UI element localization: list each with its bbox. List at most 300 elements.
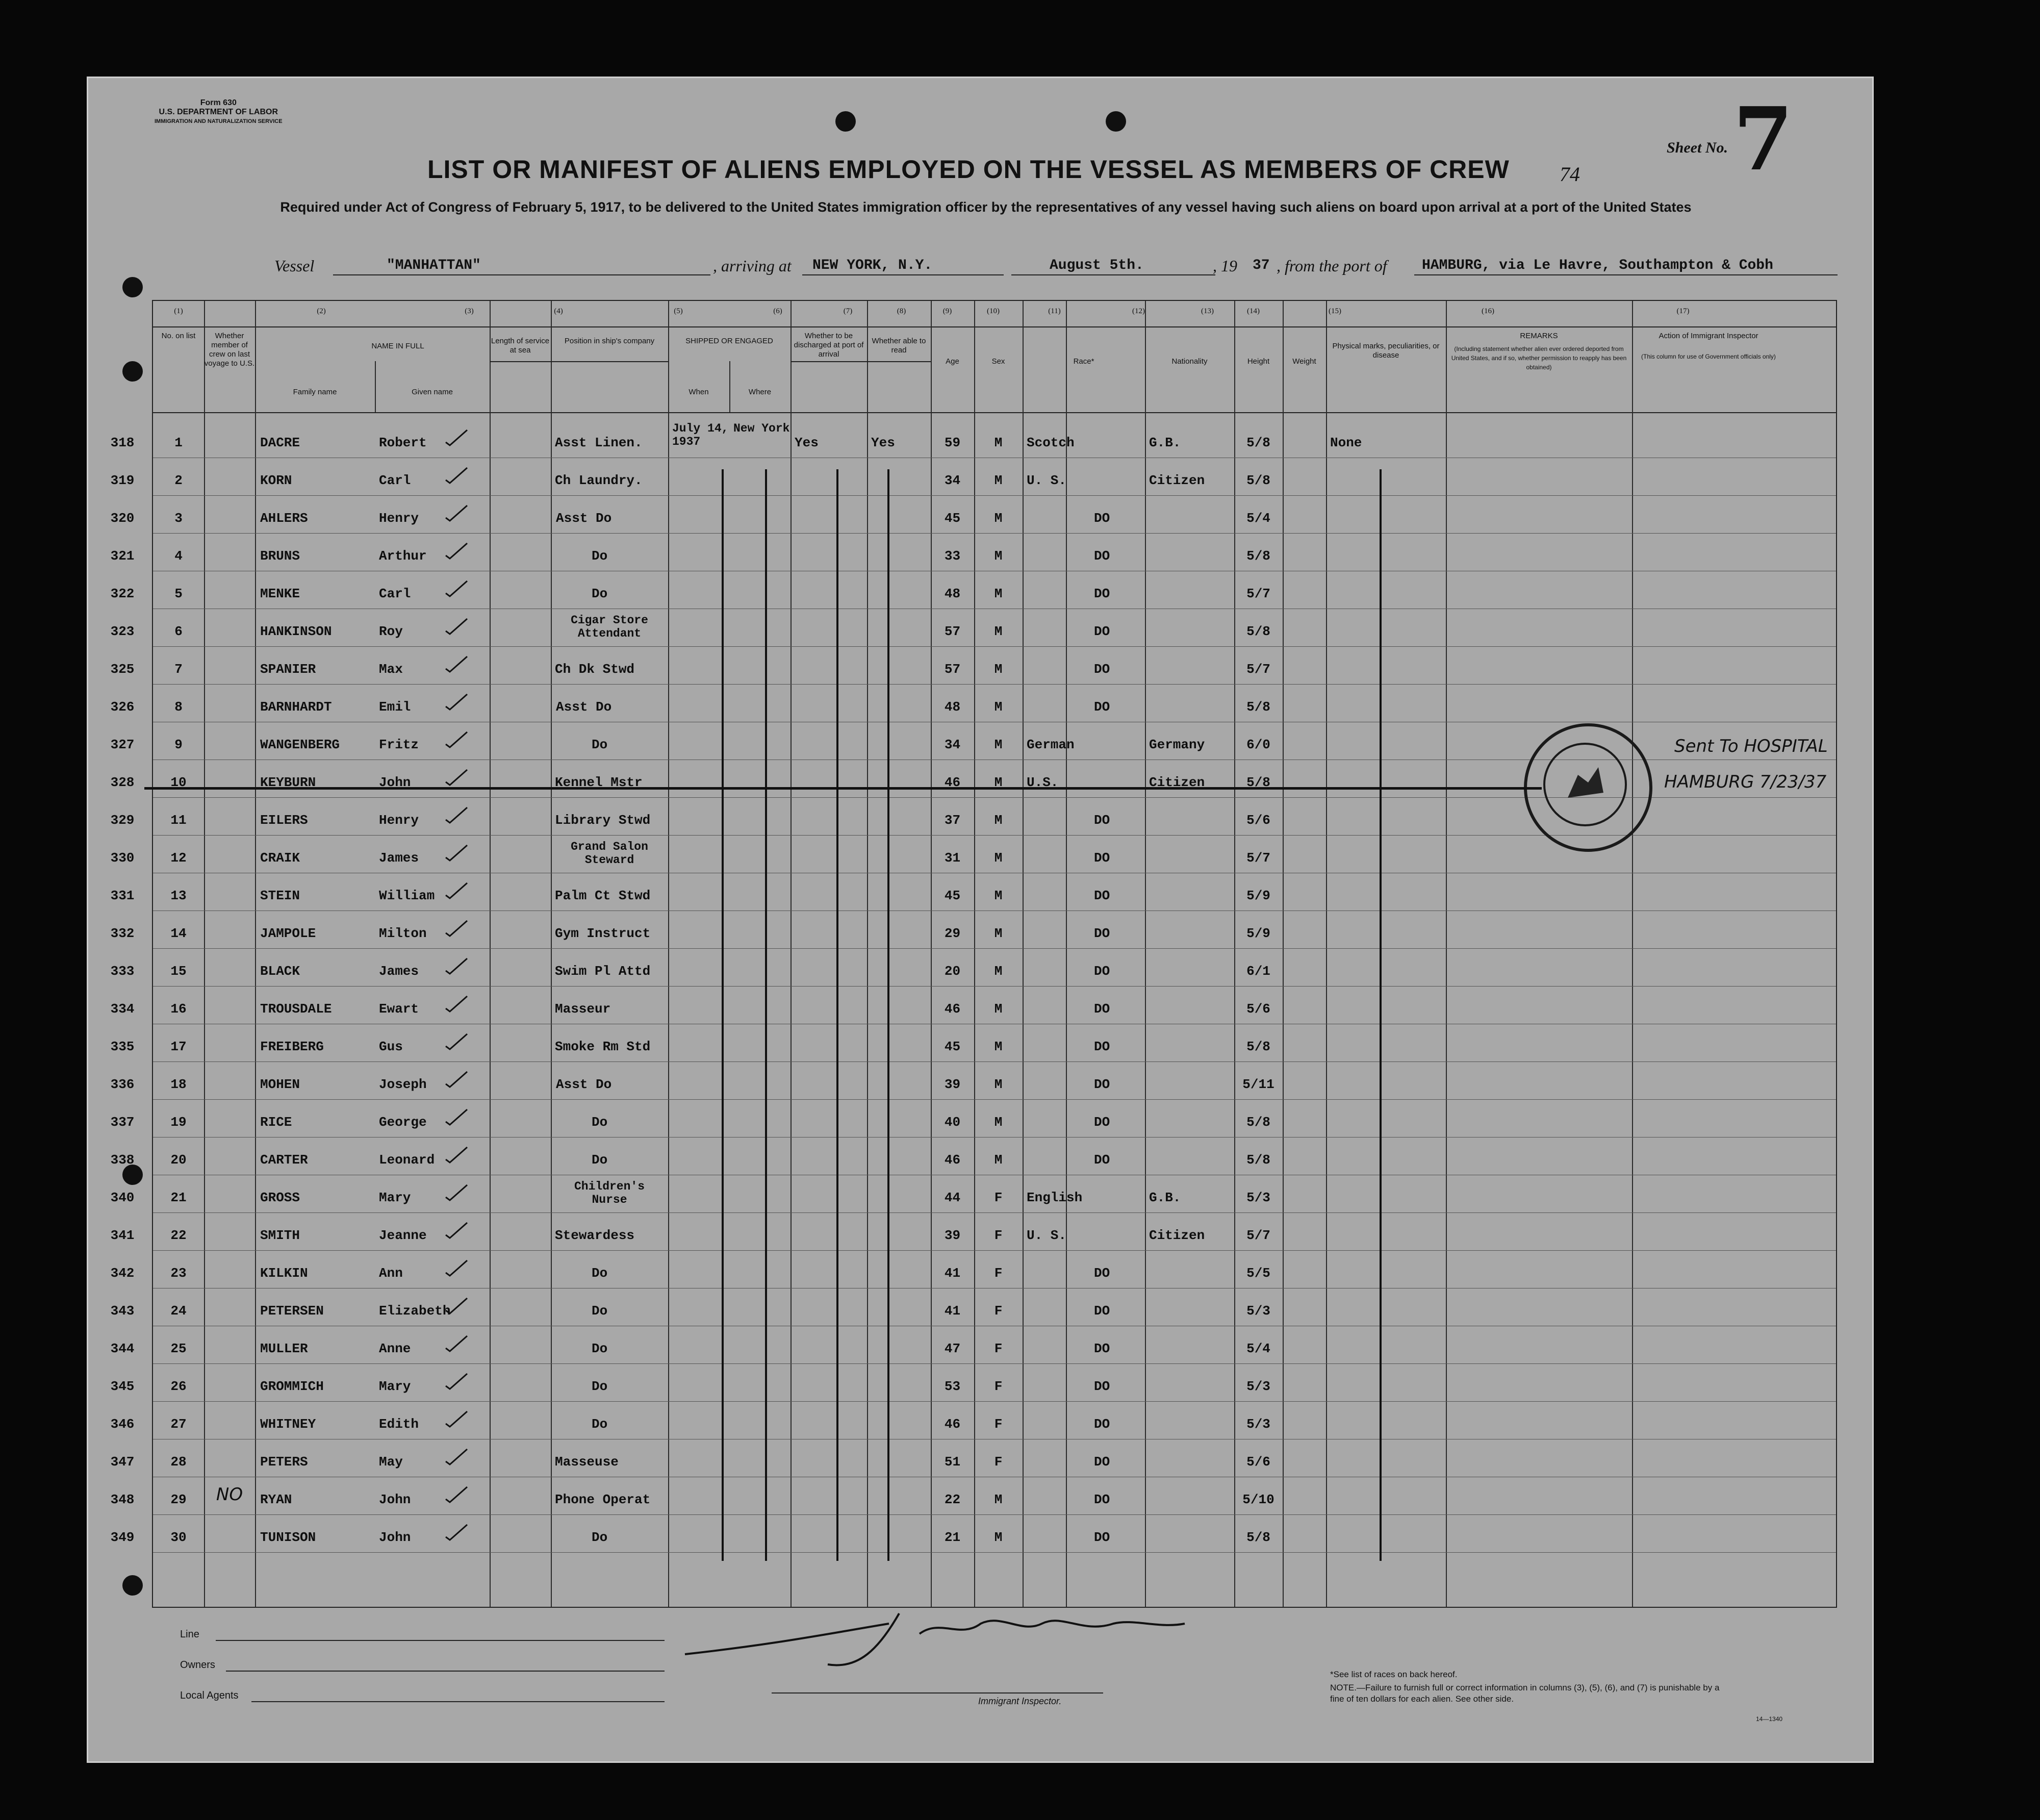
- cell-given: John: [379, 1492, 411, 1507]
- cell-given: John: [379, 1530, 411, 1545]
- checkmark-icon: [444, 844, 469, 862]
- cell-height: 5/11: [1242, 1077, 1274, 1092]
- arriving-label: , arriving at: [713, 257, 792, 275]
- column-number: (10): [987, 307, 1000, 315]
- cell-given: George: [379, 1115, 427, 1130]
- column-rule: [551, 301, 552, 1607]
- cell-race: DO: [1094, 1039, 1110, 1054]
- arrival-date: August 5th.: [1050, 258, 1144, 273]
- cell-margin: 348: [110, 1492, 135, 1507]
- cell-sex: M: [994, 1530, 1003, 1545]
- cell-no: 21: [170, 1190, 187, 1205]
- checkmark-icon: [444, 1410, 469, 1428]
- cell-given: Henry: [379, 813, 419, 828]
- cell-no: 23: [170, 1266, 187, 1281]
- cell-sex: M: [994, 548, 1003, 564]
- cell-sex: M: [994, 511, 1003, 526]
- cell-family: RICE: [260, 1115, 292, 1130]
- row-rule: [153, 1099, 1836, 1100]
- punch-hole: [122, 1165, 143, 1185]
- cell-no: 28: [170, 1454, 187, 1470]
- cell-margin: 329: [110, 813, 135, 828]
- header-name-in-full: NAME IN FULL: [371, 342, 424, 350]
- cell-position: Do: [592, 1417, 608, 1432]
- checkmark-icon: [444, 1184, 469, 1201]
- cell-race: DO: [1094, 1454, 1110, 1470]
- row-rule: [153, 1137, 1836, 1138]
- cell-no: 13: [170, 888, 187, 903]
- cell-no: 11: [170, 813, 187, 828]
- cell-age: 37: [944, 813, 961, 828]
- cell-family: GROMMICH: [260, 1379, 324, 1394]
- cell-position: Cigar Store Attendant: [571, 614, 648, 640]
- column-rule: [867, 301, 868, 1607]
- cell-family: MENKE: [260, 586, 300, 601]
- cell-family: KILKIN: [260, 1266, 308, 1281]
- cell-height: 5/8: [1246, 1152, 1270, 1168]
- cell-margin: 331: [110, 888, 135, 903]
- cell-sex: M: [994, 1115, 1003, 1130]
- cell-sex: F: [994, 1417, 1003, 1432]
- cell-no: 14: [170, 926, 187, 941]
- column-rule: [668, 301, 669, 1607]
- form-service: IMMIGRATION AND NATURALIZATION SERVICE: [155, 118, 283, 124]
- sheet-label: Sheet No.: [1667, 139, 1728, 156]
- column-rule: [1632, 301, 1633, 1607]
- cell-margin: 343: [110, 1303, 135, 1319]
- column-number: (5): [674, 307, 683, 315]
- cell-age: 46: [944, 1001, 961, 1017]
- cell-margin: 328: [110, 775, 135, 790]
- column-number: (13): [1201, 307, 1214, 315]
- cell-no: 1: [174, 435, 183, 450]
- column-number: (14): [1247, 307, 1260, 315]
- cell-given: James: [379, 964, 419, 979]
- column-number: (15): [1329, 307, 1341, 315]
- inspector-label: Immigrant Inspector.: [978, 1696, 1062, 1706]
- cell-race: DO: [1094, 662, 1110, 677]
- cell-height: 5/7: [1246, 1228, 1270, 1243]
- departure-port: HAMBURG, via Le Havre, Southampton & Cobh: [1422, 258, 1773, 273]
- cell-given: Gus: [379, 1039, 403, 1054]
- cell-race: DO: [1094, 624, 1110, 639]
- checkmark-icon: [444, 1222, 469, 1239]
- cell-race: Scotch: [1027, 435, 1075, 450]
- cell-position: Gym Instruct: [555, 926, 651, 941]
- row-rule: [153, 986, 1836, 987]
- checkmark-icon: [444, 806, 469, 824]
- cell-race: DO: [1094, 888, 1110, 903]
- cell-height: 5/6: [1246, 813, 1270, 828]
- cell-given: Mary: [379, 1379, 411, 1394]
- ditto-line: [887, 469, 889, 1561]
- cell-height: 5/7: [1246, 586, 1270, 601]
- cell-position: Asst Do: [556, 1077, 612, 1092]
- cell-given: Jeanne: [379, 1228, 427, 1243]
- ditto-line: [765, 469, 767, 1561]
- header-remarks: REMARKS: [1520, 332, 1558, 340]
- header-when: When: [688, 388, 709, 396]
- cell-no: 30: [170, 1530, 187, 1545]
- cell-race: U. S.: [1027, 473, 1067, 488]
- header-height: Height: [1247, 357, 1270, 366]
- cell-height: 5/8: [1246, 435, 1270, 450]
- cell-no: 26: [170, 1379, 187, 1394]
- cell-sex: M: [994, 1001, 1003, 1017]
- cell-race: DO: [1094, 1001, 1110, 1017]
- cell-sex: M: [994, 775, 1003, 790]
- cell-no: 22: [170, 1228, 187, 1243]
- cell-age: 51: [944, 1454, 961, 1470]
- cell-age: 53: [944, 1379, 961, 1394]
- cell-margin: 344: [110, 1341, 135, 1356]
- cell-given: Henry: [379, 511, 419, 526]
- cell-given: Elizabeth: [379, 1303, 451, 1319]
- cell-race: DO: [1094, 850, 1110, 866]
- cell-height: 5/3: [1246, 1379, 1270, 1394]
- cell-family: CRAIK: [260, 850, 300, 866]
- cell-age: 39: [944, 1077, 961, 1092]
- column-number: (17): [1676, 307, 1690, 315]
- cell-race: DO: [1094, 1417, 1110, 1432]
- cell-height: 5/3: [1246, 1417, 1270, 1432]
- cell-sex: M: [994, 1077, 1003, 1092]
- column-number: (8): [897, 307, 906, 315]
- cell-no: 17: [170, 1039, 187, 1054]
- cell-given: James: [379, 850, 419, 866]
- cell-given: Max: [379, 662, 403, 677]
- cell-family: HANKINSON: [260, 624, 332, 639]
- header-age: Age: [946, 357, 959, 366]
- row-rule: [153, 948, 1836, 949]
- cell-height: 5/8: [1246, 1530, 1270, 1545]
- checkmark-icon: [444, 504, 469, 522]
- cell-height: 5/8: [1246, 1039, 1270, 1054]
- cell-no: 25: [170, 1341, 187, 1356]
- header-no-on-list: No. on list: [161, 332, 196, 340]
- vessel-label: Vessel: [274, 257, 315, 275]
- cell-age: 45: [944, 1039, 961, 1054]
- cell-margin: 327: [110, 737, 135, 752]
- cell-margin: 335: [110, 1039, 135, 1054]
- cell-no: 29: [170, 1492, 187, 1507]
- column-rule: [490, 301, 491, 1607]
- cell-height: 5/8: [1246, 624, 1270, 639]
- cell-position: Masseuse: [555, 1454, 619, 1470]
- cell-position: Children's Nurse: [574, 1180, 645, 1206]
- row-rule: [153, 1552, 1836, 1553]
- cell-margin: 342: [110, 1266, 135, 1281]
- cell-given: Ewart: [379, 1001, 419, 1017]
- cell-given: Joseph: [379, 1077, 427, 1092]
- cell-family: SPANIER: [260, 662, 316, 677]
- cell-age: 29: [944, 926, 961, 941]
- cell-family: JAMPOLE: [260, 926, 316, 941]
- ditto-line: [836, 469, 838, 1561]
- ditto-line: [1380, 469, 1382, 1561]
- cell-family: MOHEN: [260, 1077, 300, 1092]
- cell-no: 20: [170, 1152, 187, 1168]
- cell-given: May: [379, 1454, 403, 1470]
- cell-position: Stewardess: [555, 1228, 635, 1243]
- cell-age: 39: [944, 1228, 961, 1243]
- column-number: (16): [1482, 307, 1494, 315]
- handwritten-sheet-note: 74: [1560, 163, 1580, 186]
- column-number: (11): [1048, 307, 1061, 315]
- cell-race: English: [1027, 1190, 1083, 1205]
- cell-age: 34: [944, 737, 961, 752]
- checkmark-icon: [444, 731, 469, 748]
- header-remarks-note: (Including statement whether alien ever ordered deported from United States, and if so, whether permission to reapply has been obtained): [1451, 345, 1627, 371]
- cell-margin: 326: [110, 699, 135, 715]
- cell-sex: F: [994, 1454, 1003, 1470]
- checkmark-icon: [444, 580, 469, 597]
- cell-race: DO: [1094, 1303, 1110, 1319]
- cell-margin: 318: [110, 435, 135, 450]
- cell-position: Do: [592, 1530, 608, 1545]
- cell-margin: 319: [110, 473, 135, 488]
- cell-margin: 337: [110, 1115, 135, 1130]
- cell-no: 7: [174, 662, 183, 677]
- cell-read: Yes: [871, 435, 895, 450]
- port-label: , from the port of: [1277, 257, 1387, 275]
- cell-family: GROSS: [260, 1190, 300, 1205]
- cell-age: 46: [944, 1152, 961, 1168]
- cell-margin: 333: [110, 964, 135, 979]
- punch-hole: [122, 361, 143, 382]
- cell-race: DO: [1094, 1530, 1110, 1545]
- column-number: (1): [174, 307, 183, 315]
- cell-family: BRUNS: [260, 548, 300, 564]
- cell-family: MULLER: [260, 1341, 308, 1356]
- punch-hole: [1106, 111, 1126, 132]
- cell-age: 46: [944, 1417, 961, 1432]
- cell-prev: NO: [216, 1484, 243, 1505]
- row-rule: [153, 1250, 1836, 1251]
- column-rule: [1066, 301, 1067, 1607]
- local-agents-label: Local Agents: [180, 1690, 239, 1701]
- column-number: (9): [942, 307, 952, 315]
- cell-sex: M: [994, 1039, 1003, 1054]
- cell-no: 16: [170, 1001, 187, 1017]
- cell-margin: 320: [110, 511, 135, 526]
- cell-race: DO: [1094, 548, 1110, 564]
- cell-no: 4: [174, 548, 183, 564]
- cell-race: DO: [1094, 964, 1110, 979]
- checkmark-icon: [444, 995, 469, 1013]
- cell-no: 6: [174, 624, 183, 639]
- cell-given: Leonard: [379, 1152, 435, 1168]
- cell-position: Do: [592, 1152, 608, 1168]
- cell-family: PETERS: [260, 1454, 308, 1470]
- cell-age: 57: [944, 624, 961, 639]
- cell-race: DO: [1094, 813, 1110, 828]
- cell-height: 6/0: [1246, 737, 1270, 752]
- cell-age: 31: [944, 850, 961, 866]
- checkmark-icon: [444, 1071, 469, 1088]
- cell-nationality: Germany: [1149, 737, 1205, 752]
- cell-margin: 323: [110, 624, 135, 639]
- cell-margin: 347: [110, 1454, 135, 1470]
- checkmark-icon: [444, 920, 469, 937]
- cell-when: July 14, 1937: [672, 422, 729, 448]
- cell-position: Ch Laundry.: [555, 473, 643, 488]
- cell-given: Mary: [379, 1190, 411, 1205]
- stamp-note-line1: Sent To HOSPITAL: [1674, 736, 1828, 756]
- column-rule: [1023, 301, 1024, 1607]
- cell-sex: M: [994, 473, 1003, 488]
- checkmark-icon: [444, 1297, 469, 1315]
- form-department: U.S. DEPARTMENT OF LABOR: [159, 108, 278, 116]
- cell-family: DACRE: [260, 435, 300, 450]
- row-rule: [153, 646, 1836, 647]
- cell-position: Do: [592, 1379, 608, 1394]
- cell-nationality: Citizen: [1149, 473, 1205, 488]
- cell-given: Emil: [379, 699, 411, 715]
- header-action-inspector: Action of Immigrant Inspector: [1659, 332, 1758, 340]
- cell-race: German: [1027, 737, 1075, 752]
- cell-position: Do: [592, 1266, 608, 1281]
- cell-age: 45: [944, 511, 961, 526]
- cell-sex: F: [994, 1379, 1003, 1394]
- cell-sex: F: [994, 1341, 1003, 1356]
- cell-no: 10: [170, 775, 187, 790]
- ditto-line: [722, 469, 724, 1561]
- cell-position: Do: [592, 737, 608, 752]
- cell-age: 33: [944, 548, 961, 564]
- cell-no: 19: [170, 1115, 187, 1130]
- cell-age: 46: [944, 775, 961, 790]
- header-nationality: Nationality: [1171, 357, 1208, 366]
- cell-family: TUNISON: [260, 1530, 316, 1545]
- cell-sex: F: [994, 1303, 1003, 1319]
- checkmark-icon: [444, 429, 469, 446]
- cell-position: Do: [592, 1115, 608, 1130]
- header-sex: Sex: [991, 357, 1005, 366]
- cell-given: William: [379, 888, 435, 903]
- cell-no: 2: [174, 473, 183, 488]
- cell-position: Palm Ct Stwd: [555, 888, 651, 903]
- column-rule: [931, 301, 932, 1607]
- cell-no: 3: [174, 511, 183, 526]
- cell-position: Phone Operat: [555, 1492, 651, 1507]
- header-weight: Weight: [1292, 357, 1316, 366]
- cell-race: DO: [1094, 1077, 1110, 1092]
- column-rule: [974, 301, 975, 1607]
- cell-position: Asst Do: [556, 699, 612, 715]
- cell-no: 5: [174, 586, 183, 601]
- races-note: *See list of races on back hereof.: [1330, 1670, 1458, 1679]
- cell-margin: 341: [110, 1228, 135, 1243]
- crew-table: [110, 300, 1837, 1608]
- cell-family: PETERSEN: [260, 1303, 324, 1319]
- column-rule: [1234, 301, 1235, 1607]
- cell-age: 47: [944, 1341, 961, 1356]
- cell-no: 9: [174, 737, 183, 752]
- cell-age: 20: [944, 964, 961, 979]
- cell-sex: M: [994, 1152, 1003, 1168]
- cell-age: 21: [944, 1530, 961, 1545]
- sheet-number: 7: [1733, 88, 1794, 190]
- cell-height: 5/8: [1246, 548, 1270, 564]
- cell-race: DO: [1094, 511, 1110, 526]
- cell-margin: 334: [110, 1001, 135, 1017]
- cell-height: 5/5: [1246, 1266, 1270, 1281]
- cell-race: DO: [1094, 926, 1110, 941]
- cell-race: DO: [1094, 586, 1110, 601]
- checkmark-icon: [444, 1448, 469, 1465]
- strike-through-row-8: [144, 787, 1542, 790]
- header-position: Position in ship's company: [564, 337, 655, 345]
- column-rule: [1446, 301, 1447, 1607]
- cell-age: 48: [944, 699, 961, 715]
- cell-margin: 346: [110, 1417, 135, 1432]
- header-given-name: Given name: [412, 388, 453, 396]
- cell-no: 15: [170, 964, 187, 979]
- checkmark-icon: [444, 1108, 469, 1126]
- cell-position: Library Stwd: [555, 813, 651, 828]
- header-race: Race*: [1073, 357, 1094, 366]
- checkmark-icon: [444, 1373, 469, 1390]
- owners-label: Owners: [180, 1659, 215, 1671]
- cell-height: 5/4: [1246, 1341, 1270, 1356]
- punch-hole: [835, 111, 856, 132]
- cell-age: 41: [944, 1303, 961, 1319]
- cell-sex: M: [994, 926, 1003, 941]
- cell-no: 24: [170, 1303, 187, 1319]
- header-able-to-read: Whether able to read: [872, 337, 926, 355]
- checkmark-icon: [444, 1335, 469, 1352]
- checkmark-icon: [444, 655, 469, 673]
- cell-family: WANGENBERG: [260, 737, 340, 752]
- checkmark-icon: [444, 1146, 469, 1164]
- cell-height: 5/6: [1246, 1001, 1270, 1017]
- cell-age: 45: [944, 888, 961, 903]
- cell-height: 5/7: [1246, 850, 1270, 866]
- cell-sex: M: [994, 813, 1003, 828]
- cell-family: EILERS: [260, 813, 308, 828]
- cell-age: 59: [944, 435, 961, 450]
- cell-margin: 322: [110, 586, 135, 601]
- cell-position: Masseur: [555, 1001, 611, 1017]
- header-family-name: Family name: [293, 388, 337, 396]
- inspector-signature: [675, 1603, 1236, 1680]
- header-where: Where: [748, 388, 772, 396]
- year-prefix: , 19: [1213, 257, 1237, 275]
- cell-margin: 321: [110, 548, 135, 564]
- column-rule: [204, 301, 205, 1607]
- cell-age: 57: [944, 662, 961, 677]
- cell-family: KORN: [260, 473, 292, 488]
- cell-given: Arthur: [379, 548, 427, 564]
- cell-position: Kennel Mstr: [555, 775, 643, 790]
- header-member-last-voyage: Whether member of crew on last voyage to U.S.: [204, 332, 255, 368]
- cell-height: 5/7: [1246, 662, 1270, 677]
- cell-age: 48: [944, 586, 961, 601]
- cell-position: Asst Linen.: [555, 435, 643, 450]
- row-rule: [153, 1363, 1836, 1364]
- arriving-port: NEW YORK, N.Y.: [812, 258, 933, 273]
- cell-sex: M: [994, 737, 1003, 752]
- cell-sex: F: [994, 1190, 1003, 1205]
- cell-family: FREIBERG: [260, 1039, 324, 1054]
- page-title: LIST OR MANIFEST OF ALIENS EMPLOYED ON THE VESSEL AS MEMBERS OF CREW: [427, 155, 1510, 184]
- cell-given: Fritz: [379, 737, 419, 752]
- column-number: (4): [554, 307, 563, 315]
- page-subtitle: Required under Act of Congress of February 5, 1917, to be delivered to the United States immigration officer by the representatives of any vessel having such aliens on board upon arrival at a port of the United States: [280, 199, 1692, 215]
- cell-nationality: Citizen: [1149, 775, 1205, 790]
- cell-sex: M: [994, 850, 1003, 866]
